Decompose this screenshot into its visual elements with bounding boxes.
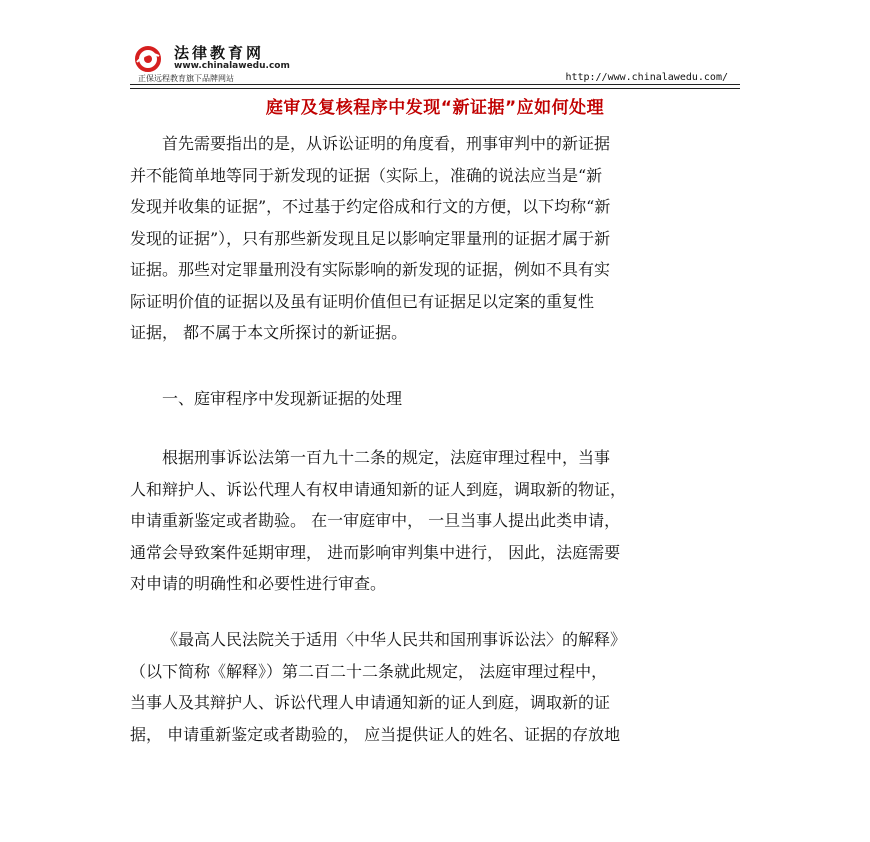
document-title: 庭审及复核程序中发现“新证据”应如何处理 [265,98,605,118]
header-divider-bottom [130,88,740,89]
text-line: 通常会导致案件延期审理， 进而影响审判集中进行， 因此，法庭需要 [130,542,621,562]
paragraph-intro [130,128,745,349]
paragraph-interpretation [130,624,745,750]
text-line: 申请重新鉴定或者勘验。 在一审庭审中， 一旦当事人提出此类申请， [130,511,621,530]
paragraph-trial-procedure [130,442,745,600]
section-heading [130,383,745,415]
text-line: （以下简称《解释》）第二百二十二条就此规定， 法庭审理过程中， [130,661,608,681]
text-line: 发现并收集的证据”，不过基于约定俗成和行文的方便，以下均称“新 [130,197,611,216]
site-url-link[interactable]: http://www.chinalawedu.com/ [565,72,728,83]
text-line: 《最高人民法院关于适用〈中华人民共和国刑事诉讼法〉的解释》 [162,630,627,649]
section-heading-text: 一、庭审程序中发现新证据的处理 [162,389,403,408]
text-line: 人和辩护人、诉讼代理人有权申请通知新的证人到庭，调取新的物证， [130,479,627,499]
header-divider-top [130,84,740,85]
law-education-logo-icon [135,46,161,72]
text-line: 首先需要指出的是，从诉讼证明的角度看，刑事审判中的新证据 [162,134,611,153]
brand-name: 法律教育网 [174,44,265,62]
site-header [130,40,740,90]
text-line: 根据刑事诉讼法第一百九十二条的规定，法庭审理过程中，当事 [162,448,611,467]
text-line: 发现的证据”），只有那些新发现且足以影响定罪量刑的证据才属于新 [130,228,611,248]
text-line: 据， 申请重新鉴定或者勘验的， 应当提供证人的姓名、证据的存放地 [130,724,621,744]
text-line: 当事人及其辩护人、诉讼代理人申请通知新的证人到庭，调取新的证 [130,693,611,712]
text-line: 并不能简单地等同于新发现的证据（实际上，准确的说法应当是“新 [130,165,603,185]
text-line: 证据。那些对定罪量刑没有实际影响的新发现的证据，例如不具有实 [130,260,611,279]
text-line: 证据， 都不属于本文所探讨的新证据。 [130,323,408,342]
brand-url[interactable]: www.chinalawedu.com [174,61,290,71]
brand-tagline: 正保远程教育旗下品牌网站 [138,74,234,83]
text-line: 际证明价值的证据以及虽有证明价值但已有证据足以定案的重复性 [130,291,595,311]
text-line: 对申请的明确性和必要性进行审查。 [130,574,387,593]
